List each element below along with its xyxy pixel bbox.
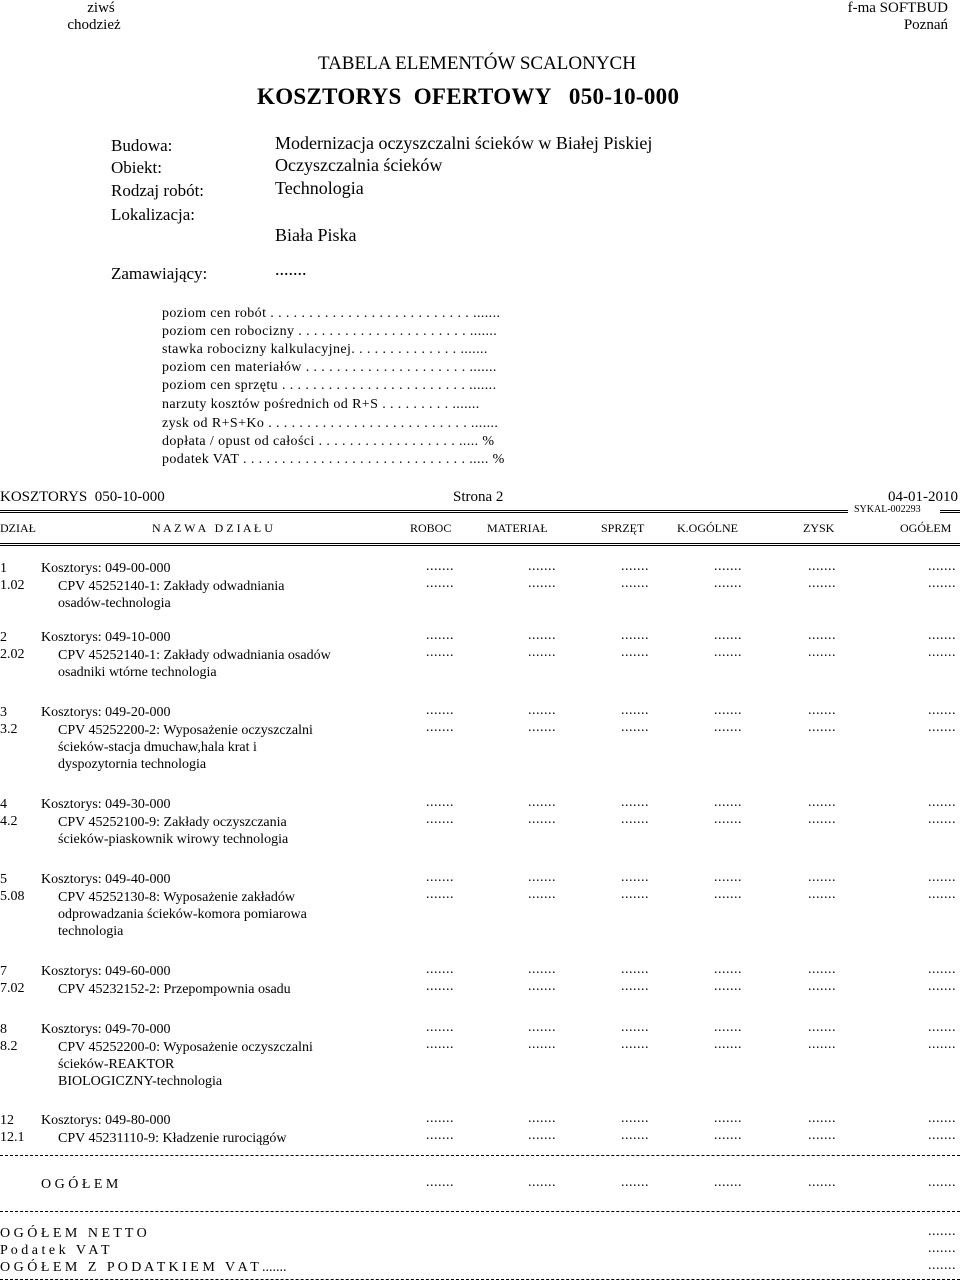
subsection-number: 7.02 [0,981,25,996]
value-placeholder: ....... [714,1037,742,1052]
value-placeholder: ....... [808,1037,836,1052]
value-placeholder: ....... [426,576,454,591]
value-placeholder: ....... [621,576,649,591]
value-placeholder: ....... [808,812,836,827]
section-name: Kosztorys: 049-20-000 [41,705,171,720]
value-placeholder: ....... [714,870,742,885]
rate-row: narzuty kosztów pośrednich od R+S . . . . . . . . . ....... [162,397,480,412]
section-number: 3 [0,705,7,720]
section-name: Kosztorys: 049-70-000 [41,1022,171,1037]
value-placeholder: ....... [714,703,742,718]
section-name: Kosztorys: 049-00-000 [41,561,171,576]
value-placeholder: ....... [621,559,649,574]
value-placeholder: ....... [808,576,836,591]
header-divider-right [940,510,960,513]
value-placeholder: ....... [528,628,556,643]
value-placeholder: ....... [426,887,454,902]
value-placeholder: ....... [928,1111,956,1126]
col-header-roboc: ROBOC [410,521,452,535]
rate-label: stawka robocizny kalkulacyjnej [162,342,352,357]
value-placeholder: ....... [426,870,454,885]
rate-row: poziom cen materiałów . . . . . . . . . . . . . . . . . . . . . ....... [162,360,497,375]
value-placeholder: ....... [714,979,742,994]
total-vat-value: ....... [928,1241,956,1256]
value-placeholder: ....... [621,1111,649,1126]
section-number: 2 [0,630,7,645]
value-placeholder: ....... [928,559,956,574]
total-value-placeholder: ....... [808,1175,836,1190]
value-placeholder: ....... [808,887,836,902]
rate-value: ....... [469,324,498,339]
value-placeholder: ....... [426,979,454,994]
total-vat-label: P o d a t e k V A T [0,1243,110,1258]
section-number: 12 [0,1113,14,1128]
subsection-description-line: CPV 45252200-0: Wyposażenie oczyszczalni [58,1040,313,1055]
value-placeholder: ....... [928,576,956,591]
rate-row: poziom cen robocizny . . . . . . . . . . . . . . . . . . . . . . ....... [162,324,498,339]
total-netto-value: ....... [928,1224,956,1239]
info-value-budowa: Modernizacja oczyszczalni ścieków w Białej Piskiej [275,133,653,153]
subsection-description-line: osadów-technologia [58,596,171,611]
subsection-description-line: CPV 45252140-1: Zakłady odwadniania osadów [58,648,331,663]
value-placeholder: ....... [808,1020,836,1035]
value-placeholder: ....... [928,962,956,977]
total-with-vat-text: O G Ó Ł E M Z P O D A T K I E M V A T [0,1260,259,1275]
value-placeholder: ....... [621,979,649,994]
value-placeholder: ....... [714,628,742,643]
rate-label: poziom cen materiałów [162,360,302,375]
subsection-description-line: dyspozytornia technologia [58,757,207,772]
subsection-description-line: ścieków-stacja dmuchaw,hala krat i [58,740,257,755]
value-placeholder: ....... [621,628,649,643]
subsection-description-line: ścieków-piaskownik wirowy technologia [58,832,289,847]
rate-row: dopłata / opust od całości . . . . . . . . . . . . . . . . . . ..... % [162,434,495,449]
value-placeholder: ....... [528,812,556,827]
value-placeholder: ....... [426,1037,454,1052]
value-placeholder: ....... [714,887,742,902]
col-header-ogolem: OGÓŁEM [900,521,952,535]
value-placeholder: ....... [928,628,956,643]
value-placeholder: ....... [928,1037,956,1052]
total-with-vat-value: ....... [928,1258,956,1273]
section-number: 1 [0,561,7,576]
subsection-description-line: osadniki wtórne technologia [58,665,217,680]
subsection-description-line: CPV 45252130-8: Wyposażenie zakładów [58,890,295,905]
subsection-number: 2.02 [0,647,25,662]
subsection-description-line: technologia [58,924,124,939]
value-placeholder: ....... [808,628,836,643]
header-divider-left [0,510,848,513]
subsection-description-line: CPV 45252140-1: Zakłady odwadniania [58,579,285,594]
value-placeholder: ....... [426,812,454,827]
value-placeholder: ....... [528,720,556,735]
subsection-number: 12.1 [0,1130,25,1145]
value-placeholder: ....... [714,1128,742,1143]
col-header-material: MATERIAŁ [487,521,548,535]
value-placeholder: ....... [714,795,742,810]
rate-row: stawka robocizny kalkulacyjnej. . . . . . . . . . . . . . ....... [162,342,488,357]
value-placeholder: ....... [808,1128,836,1143]
value-placeholder: ....... [808,870,836,885]
rate-value: ....... [469,360,497,375]
subsection-description-line: ścieków-REAKTOR [58,1057,175,1072]
value-placeholder: ....... [426,628,454,643]
value-placeholder: ....... [714,1020,742,1035]
value-placeholder: ....... [528,1037,556,1052]
value-placeholder: ....... [808,1111,836,1126]
value-placeholder: ....... [528,703,556,718]
section-name: Kosztorys: 049-40-000 [41,872,171,887]
subsection-description-line: BIOLOGICZNY-technologia [58,1074,223,1089]
value-placeholder: ....... [714,1111,742,1126]
value-placeholder: ....... [714,720,742,735]
info-value-zamawiajacy: ....... [275,259,307,279]
columns-divider [0,543,960,546]
rate-label: zysk od R+S+Ko [162,416,265,431]
subsection-description-line: CPV 45232152-2: Przepompownia osadu [58,982,291,997]
value-placeholder: ....... [426,720,454,735]
value-placeholder: ....... [528,887,556,902]
value-placeholder: ....... [928,979,956,994]
value-placeholder: ....... [808,703,836,718]
info-value-obiekt: Oczyszczalnia ścieków [275,155,443,175]
value-placeholder: ....... [528,1020,556,1035]
value-placeholder: ....... [621,1128,649,1143]
top-left-line-2: chodzież [67,17,121,33]
value-placeholder: ....... [426,795,454,810]
value-placeholder: ....... [621,795,649,810]
value-placeholder: ....... [928,812,956,827]
value-placeholder: ....... [426,645,454,660]
section-name: Kosztorys: 049-10-000 [41,630,171,645]
value-placeholder: ....... [808,720,836,735]
rate-value: ..... % [459,434,495,449]
section-name: Kosztorys: 049-80-000 [41,1113,171,1128]
total-with-vat-label [0,1260,287,1276]
value-placeholder: ....... [928,870,956,885]
subsection-number: 1.02 [0,578,25,593]
rate-value: ....... [473,306,501,321]
value-placeholder: ....... [528,870,556,885]
info-value-rodzaj: Technologia [275,178,364,198]
rate-label: poziom cen robocizny [162,324,295,339]
section-number: 8 [0,1022,7,1037]
page-doc-number: KOSZTORYS 050-10-000 [0,489,165,505]
rate-value: ....... [460,342,488,357]
value-placeholder: ....... [928,795,956,810]
subsection-description-line: CPV 45252100-9: Zakłady oczyszczania [58,815,287,830]
value-placeholder: ....... [426,703,454,718]
value-placeholder: ....... [621,812,649,827]
value-placeholder: ....... [528,962,556,977]
value-placeholder: ....... [621,1037,649,1052]
info-label-budowa: Budowa: [111,136,173,155]
value-placeholder: ....... [808,962,836,977]
rate-row: podatek VAT . . . . . . . . . . . . . . . . . . . . . . . . . . . . . ..... % [162,452,505,467]
subsection-number: 5.08 [0,889,25,904]
col-header-sprzet: SPRZĘT [601,521,645,535]
totals-divider-bottom [0,1279,960,1280]
value-placeholder: ....... [928,720,956,735]
value-placeholder: ....... [426,1128,454,1143]
value-placeholder: ....... [928,1020,956,1035]
value-placeholder: ....... [714,645,742,660]
col-header-zysk: ZYSK [803,521,835,535]
total-netto-label: O G Ó Ł E M N E T T O [0,1226,147,1241]
value-placeholder: ....... [528,1128,556,1143]
sykal-code: SYKAL-002293 [854,504,921,515]
subsection-description-line: CPV 45252200-2: Wyposażenie oczyszczalni [58,723,313,738]
col-header-nazwa: N A Z W A D Z I A Ł U [152,521,273,535]
rate-row: zysk od R+S+Ko . . . . . . . . . . . . . . . . . . . . . . . . . . ....... [162,416,499,431]
value-placeholder: ....... [928,645,956,660]
value-placeholder: ....... [621,870,649,885]
value-placeholder: ....... [621,645,649,660]
info-label-rodzaj: Rodzaj robót: [111,181,205,200]
value-placeholder: ....... [808,559,836,574]
rate-label: dopłata / opust od całości [162,434,315,449]
value-placeholder: ....... [621,887,649,902]
subsection-description-line: CPV 45231110-9: Kładzenie rurociągów [58,1131,287,1146]
value-placeholder: ....... [928,1128,956,1143]
value-placeholder: ....... [426,962,454,977]
subsection-number: 3.2 [0,722,18,737]
value-placeholder: ....... [426,1111,454,1126]
value-placeholder: ....... [621,1020,649,1035]
total-with-vat-inline-dots: ....... [262,1260,287,1275]
document-subtitle: KOSZTORYS OFERTOWY 050-10-000 [257,84,680,109]
subsection-description-line: odprowadzania ścieków-komora pomiarowa [58,907,307,922]
rate-label: poziom cen sprzętu [162,378,279,393]
value-placeholder: ....... [528,576,556,591]
rate-value: ....... [469,378,497,393]
top-right-header [848,0,948,34]
top-left-header [67,0,121,34]
section-name: Kosztorys: 049-30-000 [41,797,171,812]
subsection-number: 8.2 [0,1039,18,1054]
value-placeholder: ....... [426,1020,454,1035]
col-header-dzial: DZIAŁ [0,521,36,535]
section-number: 5 [0,872,7,887]
total-value-placeholder: ....... [426,1175,454,1190]
page-title: TABELA ELEMENTÓW SCALONYCH [318,53,636,74]
value-placeholder: ....... [621,962,649,977]
value-placeholder: ....... [714,962,742,977]
totals-divider-middle [0,1211,960,1212]
info-value-lokalizacja: Biała Piska [275,225,357,245]
section-number: 4 [0,797,7,812]
total-ogolem-label: O G Ó Ł E M [41,1177,119,1192]
rate-value: ....... [471,416,499,431]
total-value-placeholder: ....... [928,1175,956,1190]
value-placeholder: ....... [714,559,742,574]
section-name: Kosztorys: 049-60-000 [41,964,171,979]
info-label-lokalizacja: Lokalizacja: [111,205,196,224]
value-placeholder: ....... [928,887,956,902]
top-right-line-2: Poznań [903,17,948,33]
subsection-number: 4.2 [0,814,18,829]
top-right-line-1: f-ma SOFTBUD [847,0,948,16]
info-label-zamawiajacy: Zamawiający: [111,264,208,283]
value-placeholder: ....... [528,795,556,810]
total-value-placeholder: ....... [714,1175,742,1190]
value-placeholder: ....... [528,1111,556,1126]
rate-row: poziom cen robót . . . . . . . . . . . . . . . . . . . . . . . . . . ....... [162,306,501,321]
value-placeholder: ....... [426,559,454,574]
value-placeholder: ....... [528,559,556,574]
page-number: Strona 2 [453,489,504,505]
page-date: 04-01-2010 [888,489,958,505]
info-label-obiekt: Obiekt: [111,158,162,177]
total-value-placeholder: ....... [528,1175,556,1190]
rate-label: poziom cen robót [162,306,267,321]
value-placeholder: ....... [714,576,742,591]
rate-value: ..... % [469,452,505,467]
total-value-placeholder: ....... [621,1175,649,1190]
rate-value: ....... [452,397,480,412]
value-placeholder: ....... [808,645,836,660]
col-header-kogolne: K.OGÓLNE [677,521,738,535]
value-placeholder: ....... [714,812,742,827]
value-placeholder: ....... [928,703,956,718]
top-left-line-1: ziwś [87,0,115,16]
value-placeholder: ....... [528,979,556,994]
value-placeholder: ....... [621,703,649,718]
rate-label: podatek VAT [162,452,240,467]
rate-label: narzuty kosztów pośrednich od R+S [162,397,379,412]
value-placeholder: ....... [621,720,649,735]
totals-divider-top [0,1155,960,1156]
value-placeholder: ....... [808,979,836,994]
value-placeholder: ....... [528,645,556,660]
section-number: 7 [0,964,7,979]
value-placeholder: ....... [808,795,836,810]
rate-row: poziom cen sprzętu . . . . . . . . . . . . . . . . . . . . . . . . ....... [162,378,497,393]
